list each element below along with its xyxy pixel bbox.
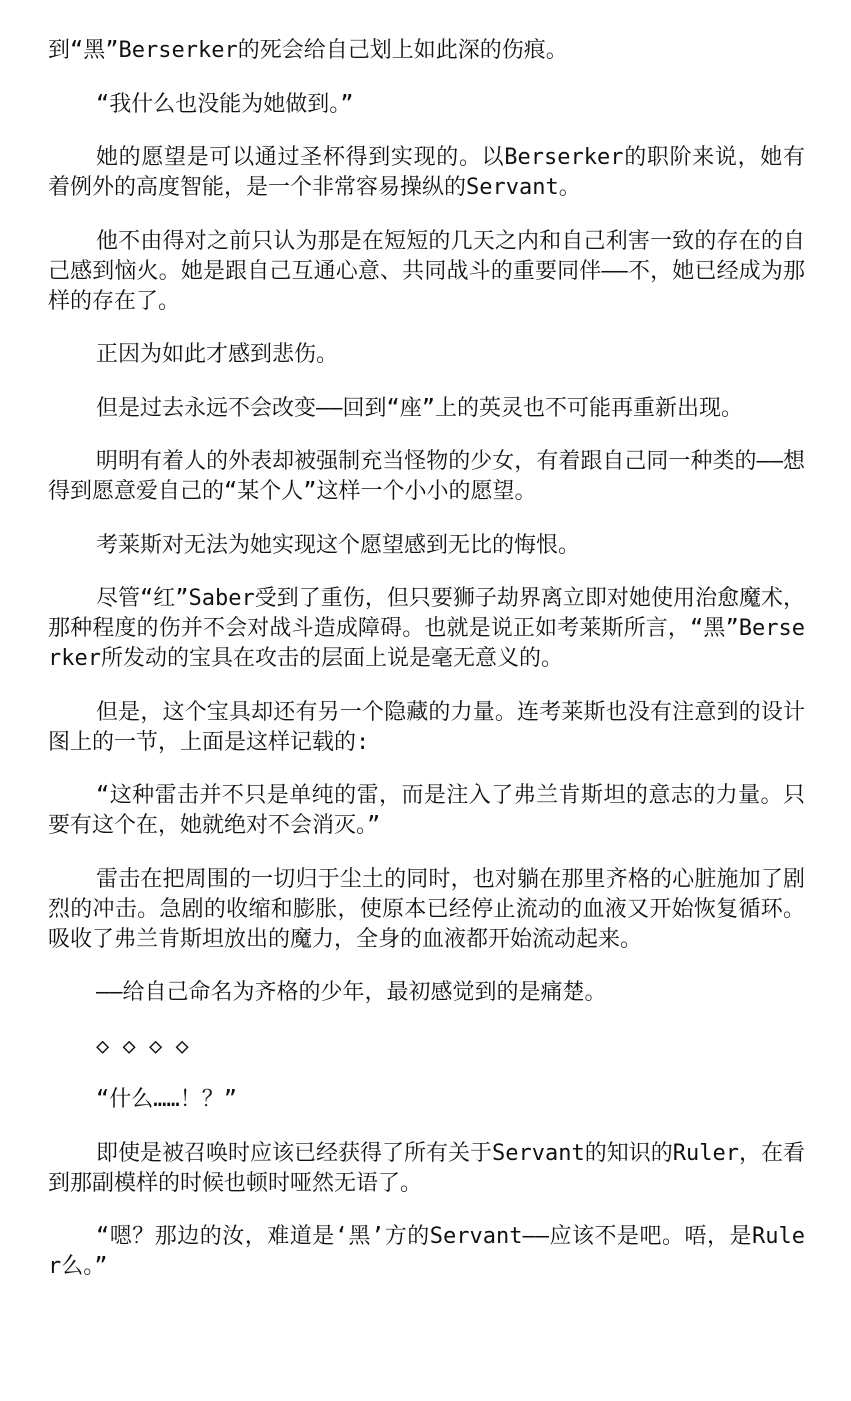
paragraph: 考莱斯对无法为她实现这个愿望感到无比的悔恨。: [96, 532, 581, 558]
paragraph: 明明有着人的外表却被强制充当怪物的少女，有着跟自己同一种类的——想得到愿意爱自己的“某个人”这样一个小小的愿望。: [48, 449, 805, 504]
paragraph: 她的愿望是可以通过圣杯得到实现的。以Berserker的职阶来说，她有着例外的高度智能，是一个非常容易操纵的Servant。: [48, 145, 805, 200]
section-break: ◇ ◇ ◇ ◇: [96, 1033, 189, 1059]
paragraph: 但是，这个宝具却还有另一个隐藏的力量。连考莱斯也没有注意到的设计图上的一节，上面是这样记载的:: [48, 699, 805, 755]
paragraph: 即使是被召唤时应该已经获得了所有关于Servant的知识的Ruler，在看到那副模样的时候也顿时哑然无语了。: [48, 1140, 805, 1196]
paragraph: “这种雷击并不只是单纯的雷，而是注入了弗兰肯斯坦的意志的力量。只要有这个在，她就绝对不会消灭。”: [48, 783, 805, 838]
document-page: [48, 36, 805, 1306]
paragraph: “我什么也没能为她做到。”: [96, 91, 354, 117]
paragraph: 尽管“红”Saber受到了重伤，但只要狮子劫界离立即对她使用治愈魔术，那种程度的伤并不会对战斗造成障碍。也就是说正如考莱斯所言，“黑”Berserker所发动的宝具在攻击的层面上说是毫无意义的。: [48, 586, 805, 671]
paragraph: 到“黑”Berserker的死会给自己划上如此深的伤痕。: [48, 38, 568, 63]
paragraph: 但是过去永远不会改变——回到“座”上的英灵也不可能再重新出现。: [96, 395, 743, 421]
paragraph: 他不由得对之前只认为那是在短短的几天之内和自己利害一致的存在的自己感到恼火。她是跟自己互通心意、共同战斗的重要同伴——不，她已经成为那样的存在了。: [48, 228, 805, 314]
paragraph: “什么……！？”: [96, 1087, 237, 1112]
paragraph: “嗯？那边的汝，难道是‘黑’方的Servant——应该不是吧。唔，是Ruler么。”: [48, 1224, 805, 1279]
paragraph: 雷击在把周围的一切归于尘土的同时，也对躺在那里齐格的心脏施加了剧烈的冲击。急剧的收缩和膨胀，使原本已经停止流动的血液又开始恢复循环。吸收了弗兰肯斯坦放出的魔力，全身的血液都开始流动起来。: [48, 866, 805, 952]
paragraph: 正因为如此才感到悲伤。: [96, 342, 339, 367]
paragraph: ——给自己命名为齐格的少年，最初感觉到的是痛楚。: [96, 980, 607, 1005]
